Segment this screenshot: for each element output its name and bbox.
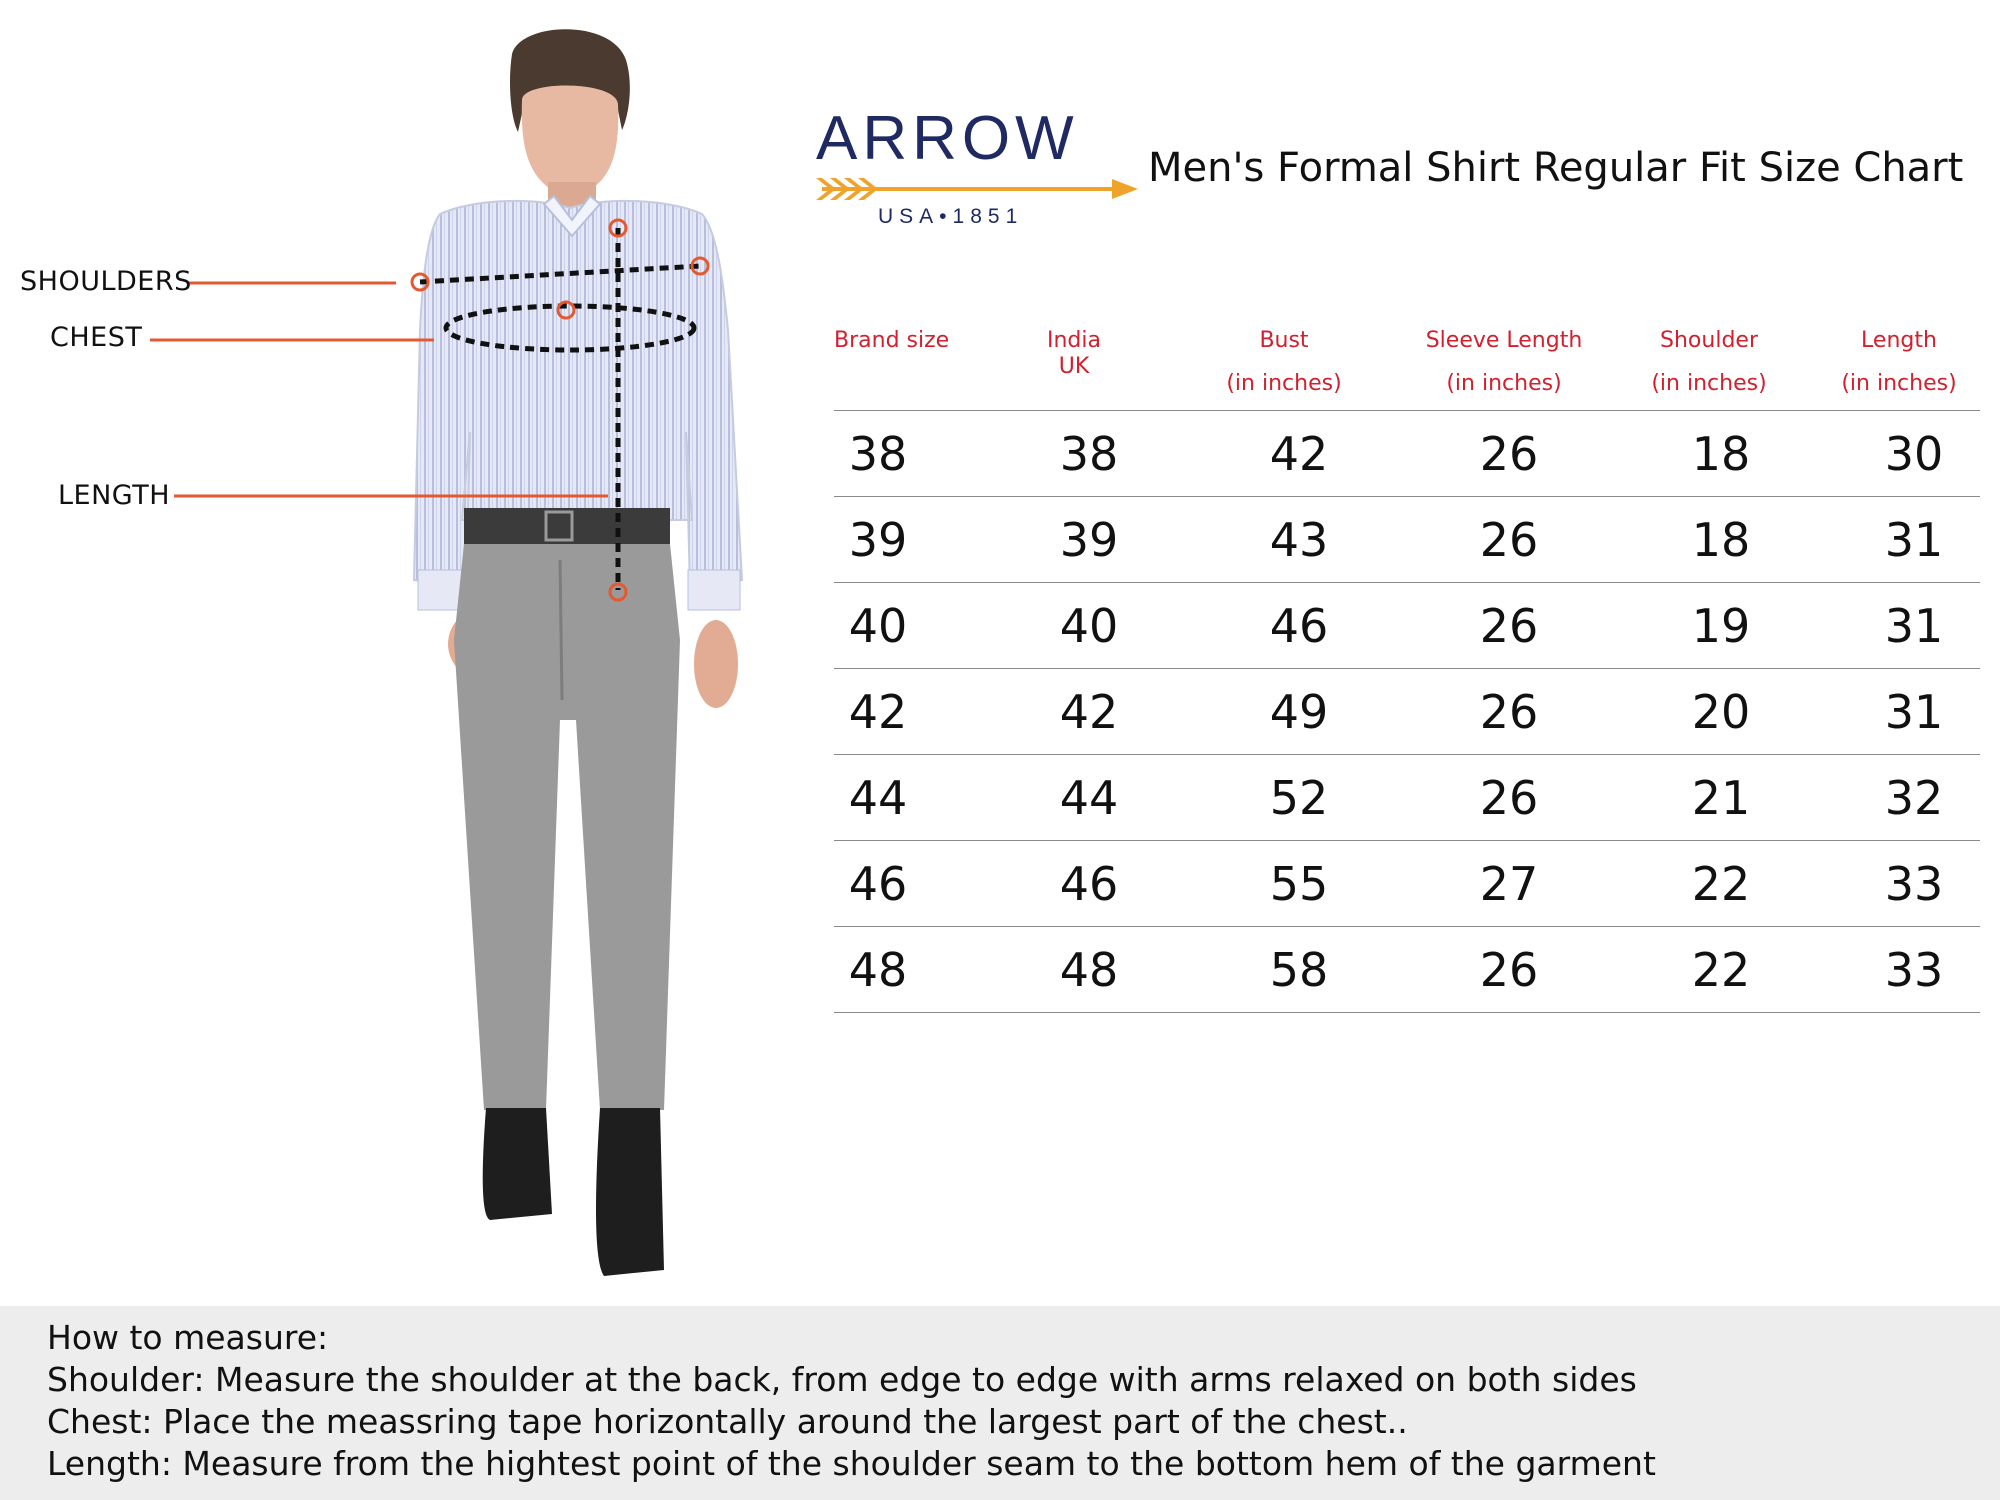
table-cell: 31	[1884, 513, 1944, 567]
chest-label: CHEST	[50, 322, 143, 353]
table-cell: 22	[1691, 943, 1751, 997]
chest-instruction: Chest: Place the meassring tape horizontally around the largest part of the chest..	[47, 1402, 1408, 1441]
table-cell: 40	[848, 599, 908, 653]
column-header-label: Brand size	[834, 328, 950, 353]
table-cell: 26	[1479, 427, 1539, 481]
table-cell: 39	[848, 513, 908, 567]
column-header-length	[1819, 328, 1979, 397]
table-cell: 26	[1479, 599, 1539, 653]
column-header-unit: (in inches)	[1226, 371, 1342, 396]
column-header-label: Shoulder	[1660, 328, 1758, 353]
table-cell: 22	[1691, 857, 1751, 911]
table-cell: 46	[1269, 599, 1329, 653]
column-header-brand-size	[834, 328, 954, 354]
arrow-logo	[812, 104, 1142, 228]
length-label: LENGTH	[58, 480, 171, 511]
table-cell: 33	[1884, 857, 1944, 911]
column-header-unit: (in inches)	[1841, 371, 1957, 396]
column-header-label: Bust	[1259, 328, 1309, 353]
arrow-icon	[812, 174, 1142, 204]
table-row	[834, 841, 1980, 927]
table-cell: 19	[1691, 599, 1751, 653]
column-header-label-line2: UK	[1058, 354, 1090, 379]
table-cell: 39	[1059, 513, 1119, 567]
table-cell: 27	[1479, 857, 1539, 911]
length-instruction: Length: Measure from the hightest point of the shoulder seam to the bottom hem of the garment	[47, 1444, 1656, 1483]
column-header-unit: (in inches)	[1651, 371, 1767, 396]
table-cell: 18	[1691, 427, 1751, 481]
how-to-measure-panel	[0, 1306, 2000, 1500]
table-cell: 30	[1884, 427, 1944, 481]
column-header-sleeve-length	[1404, 328, 1604, 397]
column-header-shoulder	[1629, 328, 1789, 397]
table-cell: 44	[1059, 771, 1119, 825]
column-header-label: Sleeve Length	[1425, 328, 1583, 353]
table-cell: 44	[848, 771, 908, 825]
column-header-label: India	[1047, 328, 1101, 353]
size-table	[834, 320, 1980, 1013]
table-cell: 48	[848, 943, 908, 997]
table-cell: 31	[1884, 599, 1944, 653]
table-cell: 42	[1269, 427, 1329, 481]
table-body	[834, 411, 1980, 1013]
brand-name: ARROW	[816, 104, 1079, 173]
brand-tagline: USA•1851	[878, 205, 1024, 228]
table-row	[834, 583, 1980, 669]
table-cell: 32	[1884, 771, 1944, 825]
model-illustration	[0, 0, 780, 1300]
table-cell: 46	[848, 857, 908, 911]
table-cell: 26	[1479, 771, 1539, 825]
table-cell: 18	[1691, 513, 1751, 567]
table-cell: 26	[1479, 685, 1539, 739]
table-cell: 26	[1479, 943, 1539, 997]
column-header-india-uk	[1024, 328, 1124, 380]
column-header-unit: (in inches)	[1446, 371, 1562, 396]
table-row	[834, 927, 1980, 1013]
table-cell: 33	[1884, 943, 1944, 997]
model-figure	[0, 0, 780, 1300]
table-row	[834, 411, 1980, 497]
shoulder-instruction: Shoulder: Measure the shoulder at the back, from edge to edge with arms relaxed on both sides	[47, 1360, 1637, 1399]
table-cell: 46	[1059, 857, 1119, 911]
table-cell: 42	[1059, 685, 1119, 739]
table-cell: 48	[1059, 943, 1119, 997]
table-cell: 52	[1269, 771, 1329, 825]
table-cell: 21	[1691, 771, 1751, 825]
shoulders-label: SHOULDERS	[20, 266, 192, 297]
table-row	[834, 497, 1980, 583]
table-row	[834, 755, 1980, 841]
page-title: Men's Formal Shirt Regular Fit Size Chart	[1148, 145, 1964, 191]
table-header	[834, 320, 1980, 411]
table-row	[834, 669, 1980, 755]
table-cell: 55	[1269, 857, 1329, 911]
table-cell: 40	[1059, 599, 1119, 653]
table-cell: 43	[1269, 513, 1329, 567]
how-to-measure-heading: How to measure:	[47, 1318, 329, 1357]
table-cell: 20	[1691, 685, 1751, 739]
column-header-label: Length	[1861, 328, 1937, 353]
table-cell: 26	[1479, 513, 1539, 567]
table-cell: 38	[848, 427, 908, 481]
table-cell: 42	[848, 685, 908, 739]
column-header-bust	[1204, 328, 1364, 397]
table-cell: 31	[1884, 685, 1944, 739]
table-cell: 38	[1059, 427, 1119, 481]
table-cell: 49	[1269, 685, 1329, 739]
table-cell: 58	[1269, 943, 1329, 997]
